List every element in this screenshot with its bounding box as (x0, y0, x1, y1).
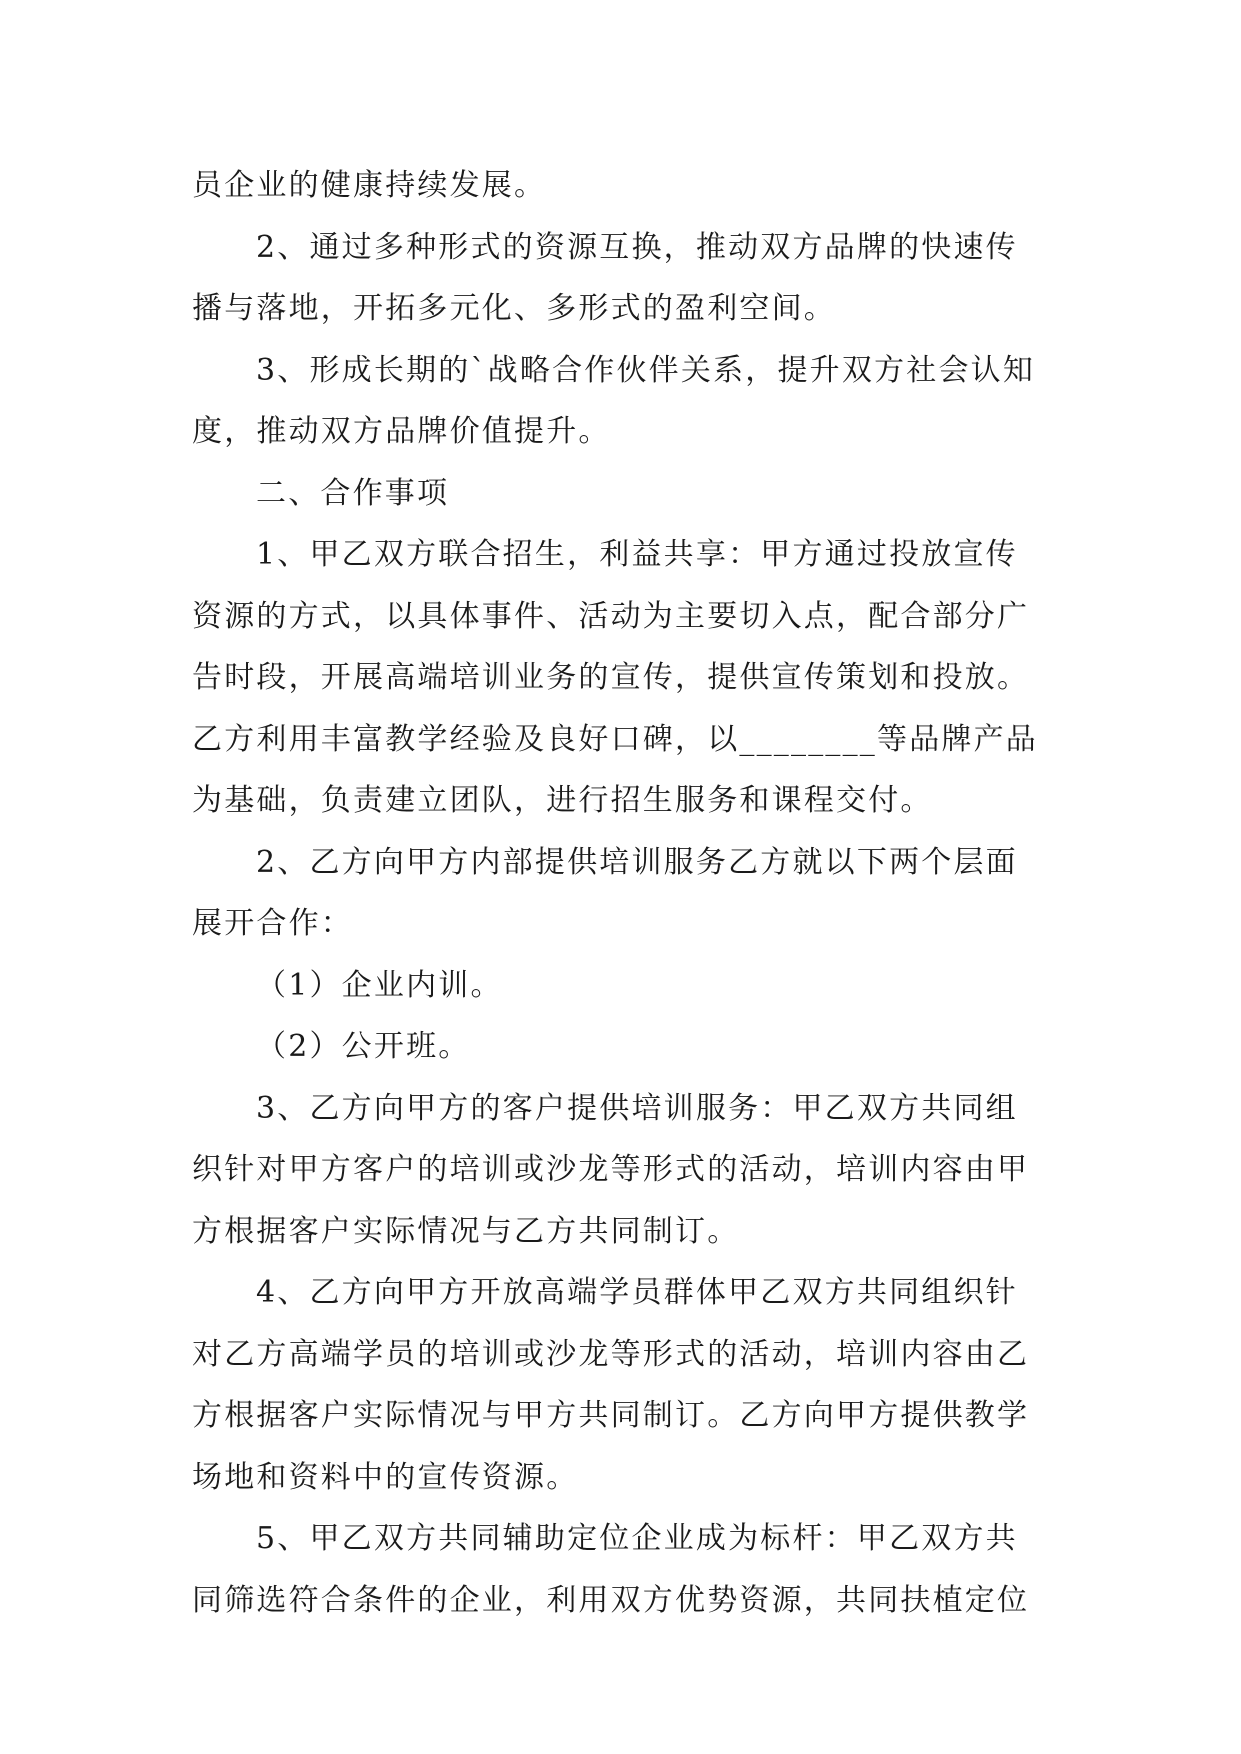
text-line: 资源的方式，以具体事件、活动为主要切入点，配合部分广 (192, 598, 1030, 634)
section-heading: 二、合作事项 (256, 475, 450, 511)
text-line: 对乙方高端学员的培训或沙龙等形式的活动，培训内容由乙 (192, 1336, 1030, 1372)
text-line: 展开合作： (192, 906, 353, 941)
text-line: 2、乙方向甲方内部提供培训服务乙方就以下两个层面 (256, 844, 1018, 880)
text-line: 5、甲乙双方共同辅助定位企业成为标杆：甲乙双方共 (256, 1521, 1018, 1556)
text-line: 告时段，开展高端培训业务的宣传，提供宣传策划和投放。 (192, 660, 1030, 695)
list-item: （2）公开班。 (256, 1029, 471, 1064)
text-line: 乙方利用丰富教学经验及良好口碑，以________等品牌产品 (192, 721, 1038, 757)
text-line: 为基础，负责建立团队，进行招生服务和课程交付。 (192, 783, 933, 818)
list-item: （1）企业内训。 (256, 967, 503, 1003)
text-line: 方根据客户实际情况与甲方共同制订。乙方向甲方提供教学 (192, 1398, 1030, 1433)
text-line: 3、形成长期的`战略合作伙伴关系，提升双方社会认知 (256, 352, 1036, 388)
text-line: 1、甲乙双方联合招生，利益共享：甲方通过投放宣传 (256, 537, 1018, 572)
text-line: 2、通过多种形式的资源互换，推动双方品牌的快速传 (256, 229, 1018, 265)
document-body (192, 155, 1072, 1631)
text-line: 方根据客户实际情况与乙方共同制订。 (192, 1213, 740, 1249)
text-line: 织针对甲方客户的培训或沙龙等形式的活动，培训内容由甲 (192, 1152, 1030, 1187)
text-line: 同筛选符合条件的企业，利用双方优势资源，共同扶植定位 (192, 1582, 1030, 1618)
text-line: 4、乙方向甲方开放高端学员群体甲乙双方共同组织针 (256, 1275, 1018, 1310)
text-line: 播与落地，开拓多元化、多形式的盈利空间。 (192, 291, 836, 326)
text-line: 员企业的健康持续发展。 (192, 168, 547, 203)
text-line: 3、乙方向甲方的客户提供培训服务：甲乙双方共同组 (256, 1090, 1018, 1126)
text-line: 场地和资料中的宣传资源。 (192, 1459, 579, 1495)
text-line: 度，推动双方品牌价值提升。 (192, 414, 611, 449)
